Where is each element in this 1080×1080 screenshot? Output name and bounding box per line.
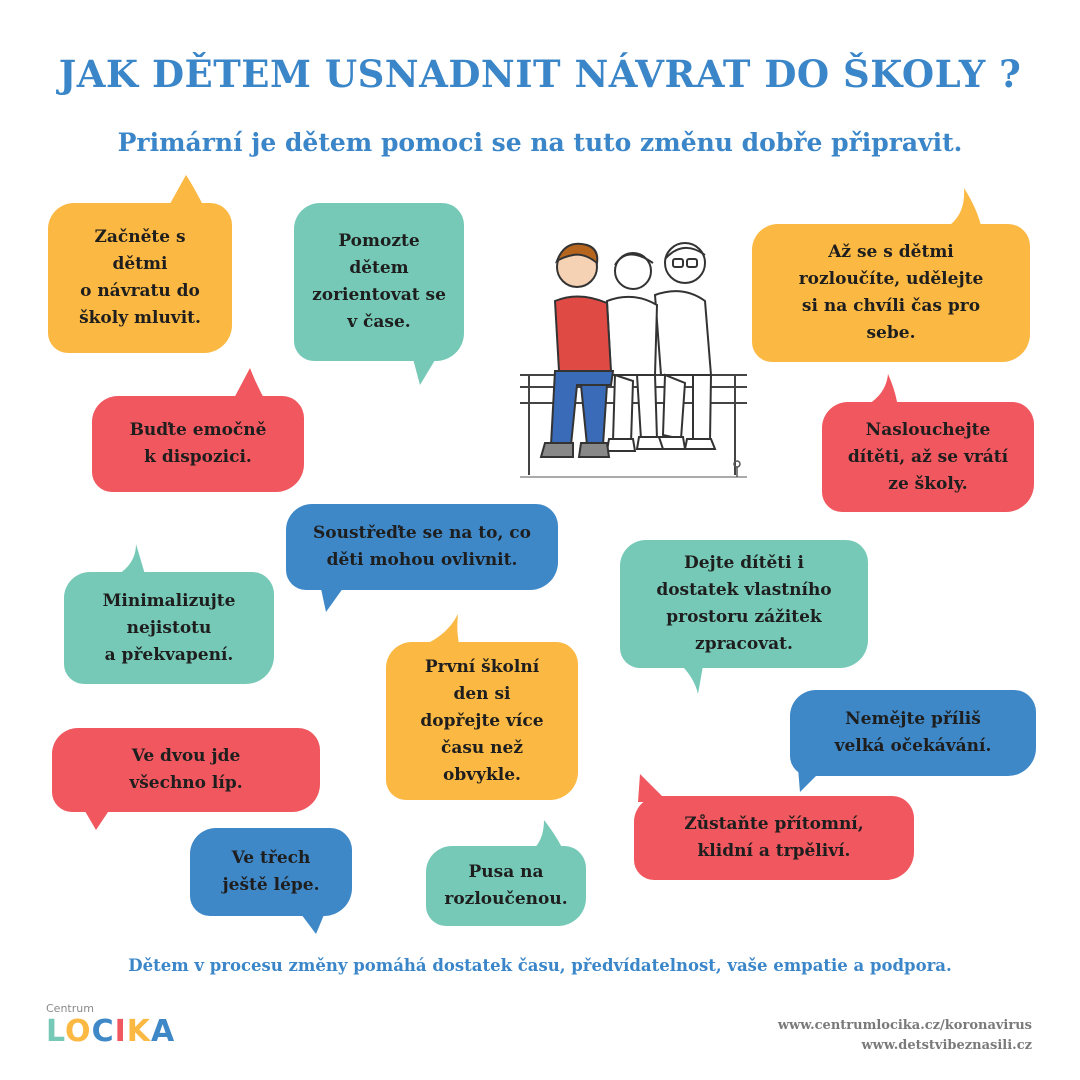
tip-text: Naslouchejte dítěti, až se vrátí ze školy. [847, 419, 1009, 494]
website-links [778, 1016, 1032, 1056]
centrum-locika-logo [46, 1002, 176, 1052]
bubble-tail [530, 820, 564, 852]
link-centrumlocika[interactable]: www.centrumlocika.cz/koronavirus [777, 1018, 1032, 1033]
bubble-tail [412, 355, 438, 387]
tip-bubble-time-for-yourself [752, 224, 1030, 362]
tip-text: Zůstaňte přítomní, klidní a trpěliví. [684, 814, 864, 861]
tip-text: Začněte s dětmi o návratu do školy mluvit. [79, 227, 201, 328]
tip-bubble-expectations [790, 690, 1036, 776]
tip-text: Až se s dětmi rozloučíte, udělejte si na chvíli čas pro sebe. [798, 242, 984, 343]
bubble-tail [298, 910, 326, 936]
page-title: JAK DĚTEM USNADNIT NÁVRAT DO ŠKOLY ? [58, 52, 1022, 96]
bubble-tail [232, 368, 266, 402]
tip-text: První školní den si dopřejte více času než obvykle. [420, 656, 544, 785]
tip-bubble-listen [822, 402, 1034, 512]
tip-text: Nemějte příliš velká očekávání. [834, 709, 992, 756]
tip-text: Soustřeďte se na to, co děti mohou ovlivnit. [313, 523, 531, 570]
page-subtitle: Primární je dětem pomoci se na tuto změnu dobře připravit. [117, 128, 963, 157]
tip-text: Minimalizujte nejistotu a překvapení. [102, 590, 236, 665]
tip-text: Ve dvou jde všechno líp. [129, 746, 243, 793]
tip-bubble-space-to-process [620, 540, 868, 668]
tip-bubble-in-two [52, 728, 320, 812]
tip-bubble-stay-present [634, 796, 914, 880]
bubble-tail [320, 584, 346, 614]
tip-text: Dejte dítěti i dostatek vlastního prostoru zážitek zpracovat. [656, 553, 832, 654]
logo-letters: LOCIKA [46, 1014, 176, 1049]
tip-text: Buďte emočně k dispozici. [129, 420, 267, 467]
tip-bubble-in-three [190, 828, 352, 916]
bubble-tail [166, 175, 206, 211]
tip-bubble-first-day [386, 642, 578, 800]
tip-bubble-start-talking [48, 203, 232, 353]
tip-text: Pomozte dětem zorientovat se v čase. [312, 231, 446, 332]
bubble-tail [942, 188, 982, 230]
tip-text: Ve třech ještě lépe. [222, 848, 320, 895]
link-detstvibeznasili[interactable]: www.detstvibeznasili.cz [861, 1038, 1032, 1053]
bubble-tail [416, 614, 460, 648]
tip-bubble-orient-time [294, 203, 464, 361]
bubble-tail [676, 660, 704, 694]
bubble-tail [798, 768, 824, 794]
logo-label: Centrum [46, 1002, 94, 1015]
bubble-tail [638, 774, 668, 802]
tip-bubble-minimize-uncertainty [64, 572, 274, 684]
footer-message: Dětem v procesu změny pomáhá dostatek času, předvídatelnost, vaše empatie a podpora. [128, 956, 952, 975]
tip-bubble-focus-controllable [286, 504, 558, 590]
tip-text: Pusa na rozloučenou. [444, 862, 568, 909]
children-on-bench-illustration [515, 235, 755, 485]
tip-bubble-goodbye-kiss [426, 846, 586, 926]
bubble-tail [112, 544, 146, 578]
tip-bubble-emotionally-available [92, 396, 304, 492]
bubble-tail [862, 374, 898, 408]
bubble-tail [82, 806, 112, 832]
